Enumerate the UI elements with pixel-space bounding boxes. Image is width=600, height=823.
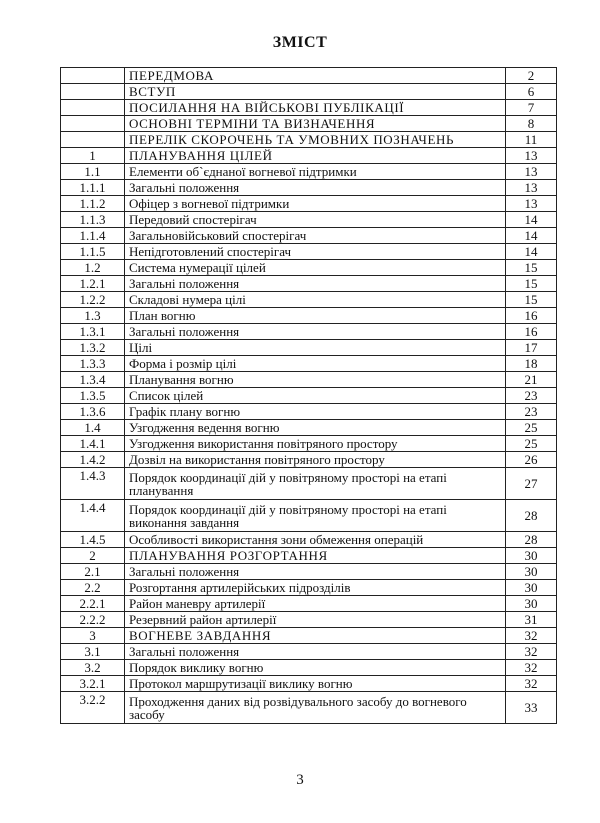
toc-row [61,212,557,228]
toc-row [61,420,557,436]
toc-page: 13 [506,196,557,212]
toc-row [61,468,557,500]
toc-row [61,452,557,468]
toc-page: 32 [506,660,557,676]
toc-page: 11 [506,132,557,148]
toc-number: 1.4.5 [61,532,125,548]
toc-number [61,132,125,148]
toc-title: Список цілей [125,388,506,404]
toc-title: Протокол маршрутизації виклику вогню [125,676,506,692]
toc-page: 25 [506,436,557,452]
toc-page: 13 [506,180,557,196]
toc-number: 1.2.1 [61,276,125,292]
toc-row [61,324,557,340]
toc-number [61,116,125,132]
page-number: 3 [296,772,304,788]
toc-title: Загальні положення [125,644,506,660]
toc-title: Особливості використання зони обмеження операцій [125,532,506,548]
toc-number: 3.2.1 [61,676,125,692]
toc-page: 30 [506,596,557,612]
toc-page: 25 [506,420,557,436]
toc-page: 32 [506,644,557,660]
toc-number: 1.4.2 [61,452,125,468]
toc-page: 14 [506,212,557,228]
toc-title: Система нумерації цілей [125,260,506,276]
toc-row [61,580,557,596]
toc-row [61,388,557,404]
toc-row [61,532,557,548]
toc-title: Загальні положення [125,324,506,340]
toc-title: Планування вогню [125,372,506,388]
toc-number [61,100,125,116]
toc-row [61,660,557,676]
toc-title: Район маневру артилерії [125,596,506,612]
toc-title: Загальновійськовий спостерігач [125,228,506,244]
toc-title: ВСТУП [125,84,506,100]
toc-page: 30 [506,548,557,564]
toc-page: 16 [506,324,557,340]
toc-number: 2.2.2 [61,612,125,628]
toc-number: 1.3.6 [61,404,125,420]
toc-title: ПЕРЕДМОВА [125,68,506,84]
toc-page: 17 [506,340,557,356]
toc-title: Порядок координації дій у повітряному просторі на етапі виконання завдання [125,500,506,532]
toc-number: 1.3.1 [61,324,125,340]
toc-row [61,356,557,372]
toc-number: 1.2.2 [61,292,125,308]
toc-page: 16 [506,308,557,324]
toc-number: 1.3.3 [61,356,125,372]
toc-number: 1.4.3 [61,468,125,500]
toc-page: 15 [506,292,557,308]
toc-number: 1.1.2 [61,196,125,212]
toc-number: 1.1.5 [61,244,125,260]
toc-row [61,260,557,276]
toc-number: 3 [61,628,125,644]
toc-page: 30 [506,580,557,596]
toc-title: ПЛАНУВАННЯ ЦІЛЕЙ [125,148,506,164]
toc-page: 8 [506,116,557,132]
toc-page: 32 [506,676,557,692]
toc-number: 1.4.4 [61,500,125,532]
toc-page: 21 [506,372,557,388]
toc-row [61,676,557,692]
toc-page: 13 [506,164,557,180]
toc-title: ОСНОВНІ ТЕРМІНИ ТА ВИЗНАЧЕННЯ [125,116,506,132]
toc-title: Резервний район артилерії [125,612,506,628]
toc-title: Цілі [125,340,506,356]
table-of-contents [60,67,557,724]
toc-title: Складові нумера цілі [125,292,506,308]
page-title: ЗМІСТ [272,34,328,51]
toc-row [61,548,557,564]
toc-number: 1.3.2 [61,340,125,356]
toc-row [61,100,557,116]
toc-title: Загальні положення [125,180,506,196]
toc-number: 1.3 [61,308,125,324]
toc-row [61,148,557,164]
toc-page: 15 [506,260,557,276]
toc-row [61,164,557,180]
toc-number: 2 [61,548,125,564]
toc-row [61,276,557,292]
toc-title: Розгортання артилерійських підрозділів [125,580,506,596]
toc-page: 2 [506,68,557,84]
toc-row [61,340,557,356]
toc-row [61,180,557,196]
toc-page: 27 [506,468,557,500]
toc-row [61,644,557,660]
toc-title: Загальні положення [125,276,506,292]
toc-number: 2.2 [61,580,125,596]
toc-page: 26 [506,452,557,468]
toc-row [61,308,557,324]
toc-row [61,612,557,628]
toc-row [61,500,557,532]
toc-page: 23 [506,404,557,420]
toc-number: 2.2.1 [61,596,125,612]
toc-title: Порядок координації дій у повітряному просторі на етапі планування [125,468,506,500]
toc-row [61,68,557,84]
toc-number: 1.1.3 [61,212,125,228]
toc-page: 15 [506,276,557,292]
toc-row [61,132,557,148]
toc-number: 1 [61,148,125,164]
toc-number: 1.1 [61,164,125,180]
toc-number: 3.2 [61,660,125,676]
toc-title: Передовий спостерігач [125,212,506,228]
toc-page: 28 [506,500,557,532]
toc-title: Узгодження ведення вогню [125,420,506,436]
toc-title: ВОГНЕВЕ ЗАВДАННЯ [125,628,506,644]
toc-row [61,292,557,308]
toc-page: 7 [506,100,557,116]
toc-title: Форма і розмір цілі [125,356,506,372]
toc-page: 13 [506,148,557,164]
toc-title: ПОСИЛАННЯ НА ВІЙСЬКОВІ ПУБЛІКАЦІЇ [125,100,506,116]
toc-title: Загальні положення [125,564,506,580]
toc-row [61,196,557,212]
toc-title: Графік плану вогню [125,404,506,420]
toc-number: 3.2.2 [61,692,125,724]
toc-page: 33 [506,692,557,724]
toc-row [61,692,557,724]
toc-title: Елементи об`єднаної вогневої підтримки [125,164,506,180]
toc-row [61,564,557,580]
toc-title: План вогню [125,308,506,324]
toc-number [61,68,125,84]
toc-row [61,372,557,388]
toc-page: 31 [506,612,557,628]
toc-title: Порядок виклику вогню [125,660,506,676]
toc-row [61,244,557,260]
toc-title: ПЕРЕЛІК СКОРОЧЕНЬ ТА УМОВНИХ ПОЗНАЧЕНЬ [125,132,506,148]
toc-number: 3.1 [61,644,125,660]
toc-title: Непідготовлений спостерігач [125,244,506,260]
toc-number [61,84,125,100]
toc-row [61,596,557,612]
toc-title: Проходження даних від розвідувального засобу до вогневого засобу [125,692,506,724]
toc-title: Дозвіл на використання повітряного простору [125,452,506,468]
toc-row [61,84,557,100]
toc-title: ПЛАНУВАННЯ РОЗГОРТАННЯ [125,548,506,564]
toc-title: Офіцер з вогневої підтримки [125,196,506,212]
toc-page: 14 [506,244,557,260]
toc-row [61,228,557,244]
toc-number: 1.4.1 [61,436,125,452]
toc-row [61,404,557,420]
toc-row [61,436,557,452]
toc-page: 30 [506,564,557,580]
toc-page: 28 [506,532,557,548]
toc-page: 6 [506,84,557,100]
toc-number: 1.3.5 [61,388,125,404]
toc-title: Узгодження використання повітряного простору [125,436,506,452]
toc-page: 18 [506,356,557,372]
toc-row [61,628,557,644]
toc-number: 2.1 [61,564,125,580]
toc-number: 1.2 [61,260,125,276]
toc-number: 1.4 [61,420,125,436]
toc-number: 1.1.1 [61,180,125,196]
toc-row [61,116,557,132]
toc-page: 23 [506,388,557,404]
toc-body [61,68,557,724]
toc-page: 32 [506,628,557,644]
toc-number: 1.1.4 [61,228,125,244]
toc-number: 1.3.4 [61,372,125,388]
toc-page: 14 [506,228,557,244]
